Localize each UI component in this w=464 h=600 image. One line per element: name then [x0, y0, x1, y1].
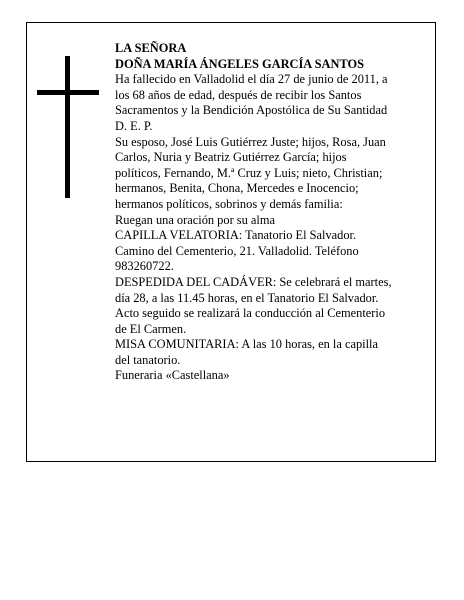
family-line-1: Su esposo, José Luis Gutiérrez Juste; hijos, Rosa, Juan [115, 134, 386, 149]
farewell-line-1: DESPEDIDA DEL CADÁVER: Se celebrará el martes, [115, 274, 392, 289]
death-announcement-line-1: Ha fallecido en Valladolid el día 27 de junio de 2011, a [115, 72, 388, 87]
cross-icon [37, 56, 99, 198]
notice-title: LA SEÑORA [115, 41, 187, 55]
mass-line-1: MISA COMUNITARIA: A las 10 horas, en la capilla [115, 337, 378, 352]
rest-in-peace: D. E. P. [115, 118, 153, 133]
family-line-4: hermanos, Benita, Chona, Mercedes e Inocencio; [115, 181, 359, 196]
family-line-3: políticos, Fernando, M.ª Cruz y Luis; nieto, Christian; [115, 165, 383, 180]
prayer-request: Ruegan una oración por su alma [115, 212, 275, 227]
farewell-line-4: de El Carmen. [115, 321, 187, 336]
obituary-text [115, 41, 425, 384]
obituary-notice [26, 22, 436, 462]
cross-horizontal-bar [37, 90, 99, 95]
cross-vertical-bar [65, 56, 70, 198]
funeral-home: Funeraria «Castellana» [115, 368, 230, 383]
farewell-line-3: Acto seguido se realizará la conducción al Cementerio [115, 306, 386, 321]
family-line-2: Carlos, Nuria y Beatriz Gutiérrez García; hijos [115, 150, 347, 165]
mass-line-2: del tanatorio. [115, 352, 181, 367]
family-line-5: hermanos políticos, sobrinos y demás familia: [115, 196, 343, 211]
farewell-line-2: día 28, a las 11.45 horas, en el Tanatorio El Salvador. [115, 290, 379, 305]
death-announcement-line-2: los 68 años de edad, después de recibir los Santos [115, 87, 362, 102]
chapel-line-2: Camino del Cementerio, 21. Valladolid. Teléfono [115, 243, 359, 258]
deceased-name: DOÑA MARÍA ÁNGELES GARCÍA SANTOS [115, 56, 365, 71]
death-announcement-line-3: Sacramentos y la Bendición Apostólica de Su Santidad [115, 103, 388, 118]
chapel-phone: 983260722. [115, 259, 174, 274]
chapel-line-1: CAPILLA VELATORIA: Tanatorio El Salvador. [115, 228, 357, 243]
